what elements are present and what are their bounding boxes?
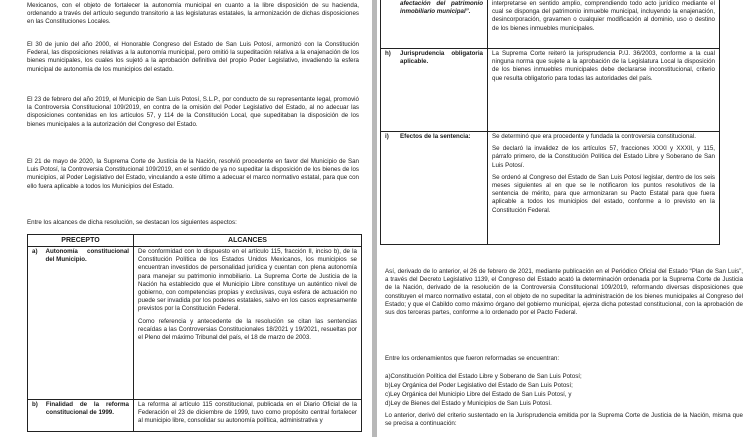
left-page (0, 0, 372, 437)
list-item: b)Ley Orgánica del Poder Legislativo del Estado de San Luis Potosí; (385, 382, 573, 389)
table-row (28, 247, 362, 400)
header-precepto: PRECEPTO (28, 235, 134, 247)
row-letter: b) (32, 401, 38, 408)
row-letter: h) (385, 50, 391, 57)
alcances-intro: Entre los alcances de dicha resolución, se destacan los siguientes aspectos: (27, 219, 237, 226)
alcances-cell (488, 132, 720, 245)
right-page (377, 0, 749, 437)
precepto-label: Efectos de la sentencia: (400, 133, 471, 140)
alcance-paragraph: De conformidad con lo dispuesto en el artículo 115, fracción II, inciso b), de la Constitución Política de los Estados Unidos Mexicanos, los municipios se encuentran investidos de personalidad jurídica y cuentan con plena autonomía para manejar su patrimonio inmobiliario. La Suprema Corte de Justicia de la Nación ha establecido que el Municipio Libre constituye un auténtico nivel de gobierno, con competencias propias y exclusivas, cuya esfera de actuación no puede ser invadida por los poderes estatales, salvo en los casos expresamente previstos por la Constitución Federal. (138, 248, 357, 313)
alcances-cell (134, 400, 362, 432)
precepto-cell (28, 247, 134, 400)
paragraph-2020: El 21 de mayo de 2020, la Suprema Corte de Justicia de la Nación, resolvió procedente en favor del Municipio de San Luis Potosí, la Controversia Constitucional 109/2019, en el sentido de ya no supeditar la disposición de los bienes de los municipios, al Poder Legislativo del Estado, vinculando a este último a adecuar el marco normativo estatal, para que con ello fuera aplicable a todos los Municipios del Estado. (27, 158, 359, 190)
alcances-cell (488, 49, 720, 132)
alcance-paragraph: Como referencia y antecedente de la resolución se citan las sentencias recaídas a las Controversias Constitucionales 18/2021 y 19/2021, resueltas por el Pleno del máximo Tribunal del país, el 18 de marzo de 2003. (138, 317, 357, 342)
table-row (28, 400, 362, 432)
precepto-label: Autonomía constitucional del Municipio. (45, 248, 129, 264)
table-header-row (28, 235, 362, 247)
precepto-cell (381, 49, 488, 132)
table-row (381, 132, 720, 245)
alcances-table-continued (380, 0, 720, 245)
alcance-paragraph: Se ordenó al Congreso del Estado de San Luis Potosí legislar, dentro de los seis meses siguientes al en que se le notificaron los puntos resolutivos de la sentencia de mérito, para que armonizaran su Pacto Estatal para que fuera aplicable a todos los municipios del estado, conforme a lo previsto en la Constitución Federal. (492, 173, 715, 214)
row-letter (385, 0, 392, 16)
alcance-paragraph: Se declaró la invalidez de los artículos 57, fracciones XXXI y XXXII, y 115, párrafo primero, de la Constitución Política del Estado Libre y Soberano de San Luis Potosí. (492, 145, 715, 169)
list-item: d)Ley de Bienes del Estado y Municipios de San Luis Potosí. (385, 400, 552, 407)
row-letter: a) (32, 248, 38, 255)
list-item: a)Constitución Política del Estado Libre y Soberano de San Luis Potosí; (385, 373, 582, 380)
intro-paragraph: Mexicanos, con el objeto de fortalecer la autonomía municipal en cuanto a la libre disposición de su hacienda, ordenando a través del artículo segundo transitorio a las legislaturas estatales, la armonización de dichas disposiciones en las Constituciones Locales. (27, 2, 359, 26)
precepto-label: afectación del patrimonio inmobiliario municipal”. (400, 0, 483, 16)
precepto-label: Jurisprudencia obligatoria aplicable. (400, 50, 483, 66)
list-item: c)Ley Orgánica del Municipio Libre del Estado de San Luis Potosí, y (385, 391, 572, 398)
precepto-cell (28, 400, 134, 432)
paragraph-2019: El 23 de febrero del año 2019, el Municipio de San Luis Potosí, S.L.P., por conducto de su representante legal, promovió la Controversia Constitucional 109/2019, en contra de la omisión del Poder Legislativo del Estado, al no adecuar las disposiciones contenidas en los artículos 57, y 114 de la Constitución Local, que supeditaban la disposición de los bienes municipales a la autorización del Congreso del Estado. (27, 96, 359, 128)
table-row (381, 49, 720, 132)
alcance-paragraph: interpretarse en sentido amplio, comprendiendo todo acto jurídico mediante el cual se disponga del patrimonio inmueble municipal, incluyendo la enajenación, desincorporación, gravamen o cualquier modificación al dominio, uso o destino de los bienes inmuebles municipales. (492, 0, 715, 32)
closing-paragraph: Lo anterior, derivó del criterio sustentado en la Jurisprudencia emitida por la Suprema Corte de Justicia de la Nación, misma que se precisa a continuación: (385, 412, 743, 428)
alcances-cell (134, 247, 362, 400)
ordenamientos-intro: Entre los ordenamientos que fueron reformadas se encuentran: (385, 355, 560, 362)
row-letter: i) (385, 133, 389, 140)
precepto-label: Finalidad de la reforma constitucional de 1999. (45, 401, 129, 417)
alcances-table (27, 234, 362, 432)
paragraph-2021: Así, derivado de lo anterior, el 26 de febrero de 2021, mediante publicación en el Periódico Oficial del Estado “Plan de San Luis”, a través del Decreto Legislativo 1139, el Congreso del Estado acató la determinación ordenada por la Suprema Corte de Justicia de la Nación, derivado de la resolución de la Controversia Constitucional 109/2019, reformando diversas disposiciones que constituyen el marco normativo estatal, con el objeto de no supeditar la administración de los bienes municipales al Congreso del Estado; y que el Cabildo como máximo órgano del gobierno municipal, ejerza dicha potestad constitucional, con la aprobación de sus dos terceras partes, conforme a lo ordenado por el Pacto Federal. (385, 268, 743, 317)
table-row (381, 0, 720, 49)
alcance-paragraph: Se determinó que era procedente y fundada la controversia constitucional. (492, 133, 696, 140)
precepto-cell (381, 0, 488, 49)
alcance-paragraph: La reforma al artículo 115 constitucional, publicada en el Diario Oficial de la Federación el 23 de diciembre de 1999, tuvo como propósito central fortalecer al municipio libre, consolidar su autonomía política, administrativa y (138, 401, 357, 425)
alcance-paragraph: La Suprema Corte reiteró la jurisprudencia P./J. 36/2003, conforme a la cual ninguna norma que sujete a la aprobación de la Legislatura Local la disposición de los bienes inmuebles municipales debe declararse inconstitucional, criterio que resulta obligatorio para todas las autoridades del país. (492, 50, 715, 82)
paragraph-2000: El 30 de junio del año 2000, el Honorable Congreso del Estado de San Luis Potosí, armonizó con la Constitución Federal, las disposiciones relativas a la autonomía municipal, pero omitió la supeditación relativa a la enajenación de los bienes municipales, los cuales los sujetó a la aprobación definitiva del propio Poder Legislativo, invadiendo la esfera municipal de autonomía de los municipios del estado. (27, 41, 359, 73)
alcances-cell (488, 0, 720, 49)
precepto-cell (381, 132, 488, 245)
header-alcances: ALCANCES (134, 235, 362, 247)
